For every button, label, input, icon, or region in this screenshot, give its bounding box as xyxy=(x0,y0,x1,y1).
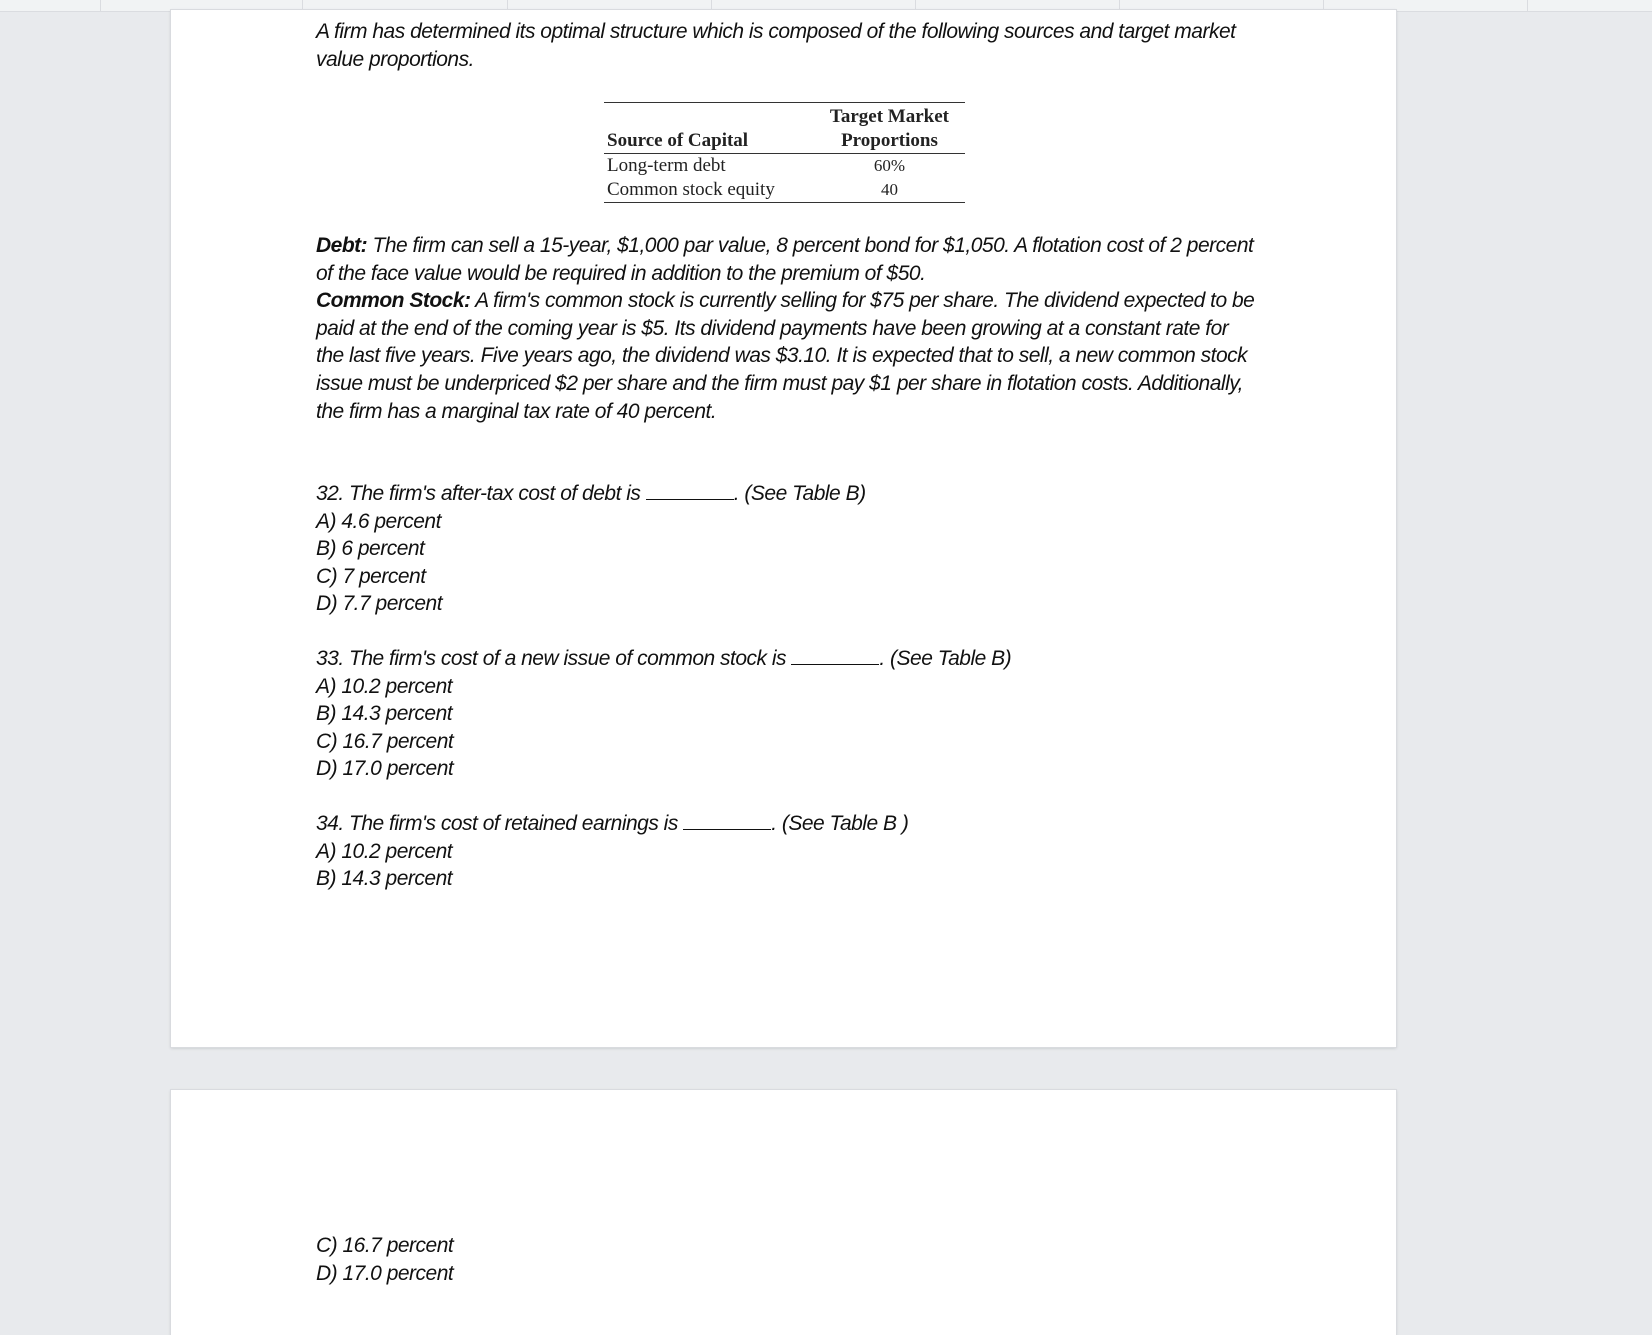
table-row xyxy=(604,154,965,179)
header-target-market: Target Market xyxy=(814,103,965,130)
answer-blank xyxy=(646,481,734,500)
question-stem-text: 34. The firm's cost of retained earnings is xyxy=(316,812,684,835)
question-34-continued xyxy=(316,1232,1261,1287)
question-34 xyxy=(316,810,1261,893)
source-cell: Common stock equity xyxy=(604,178,814,203)
question-stem-text: 32. The firm's after-tax cost of debt is xyxy=(316,482,646,505)
answer-option: D) 7.7 percent xyxy=(316,592,443,616)
answer-option: D) 17.0 percent xyxy=(316,1261,454,1285)
proportion-cell: 40 xyxy=(814,178,965,203)
question-suffix: . (See Table B ) xyxy=(771,812,909,835)
answer-option: A) 10.2 percent xyxy=(316,674,453,698)
answer-option: D) 17.0 percent xyxy=(316,757,454,781)
answer-option: A) 10.2 percent xyxy=(316,839,453,863)
answer-blank xyxy=(683,811,771,830)
document-page-2 xyxy=(171,1090,1396,1335)
capital-structure-table xyxy=(604,102,965,203)
question-stem xyxy=(316,810,1261,838)
answer-blank xyxy=(791,646,879,665)
common-stock-paragraph xyxy=(316,287,1261,425)
debt-paragraph xyxy=(316,232,1261,287)
question-stem-text: 33. The firm's cost of a new issue of common stock is xyxy=(316,647,792,670)
question-stem xyxy=(316,645,1261,673)
debt-text: The firm can sell a 15-year, $1,000 par value, 8 percent bond for $1,050. A flotation cost of 2 percent of the face value would be required in addition to the premium of $50. xyxy=(316,234,1254,285)
answer-option: C) 16.7 percent xyxy=(316,1234,454,1257)
header-proportions: Proportions xyxy=(814,129,965,154)
answer-option: B) 14.3 percent xyxy=(316,702,453,726)
source-cell: Long-term debt xyxy=(607,155,726,176)
intro-paragraph: A firm has determined its optimal structure which is composed of the following sources and target market value proportions. xyxy=(316,20,1236,71)
document-page-1 xyxy=(171,10,1396,1047)
answer-option: C) 16.7 percent xyxy=(316,729,454,753)
question-32 xyxy=(316,480,1261,618)
proportion-cell: 60% xyxy=(873,156,906,175)
question-suffix: . (See Table B) xyxy=(733,482,866,505)
question-33 xyxy=(316,645,1261,783)
answer-option: B) 14.3 percent xyxy=(316,867,453,891)
header-source-of-capital: Source of Capital xyxy=(604,103,814,154)
common-stock-text: A firm's common stock is currently selling for $75 per share. The dividend expected to be paid at the end of the coming year is $5. Its dividend payments have been growing at a constant rate for the last five years. Five years ago, the dividend was $3.10. It is expected that to sell, a new common stock issue must be underpriced $2 per share and the firm must pay $1 per share in flotation costs. Additionally, the firm has a marginal tax rate of 40 percent. xyxy=(316,289,1255,423)
question-stem xyxy=(316,480,1261,508)
debt-label: Debt: xyxy=(316,234,368,257)
common-stock-label: Common Stock: xyxy=(316,289,471,313)
table-row xyxy=(604,178,965,203)
question-suffix: . (See Table B) xyxy=(879,647,1012,670)
answer-option: B) 6 percent xyxy=(316,537,425,561)
answer-option: A) 4.6 percent xyxy=(316,509,441,533)
problem-details xyxy=(316,232,1261,425)
answer-option: C) 7 percent xyxy=(316,564,426,588)
